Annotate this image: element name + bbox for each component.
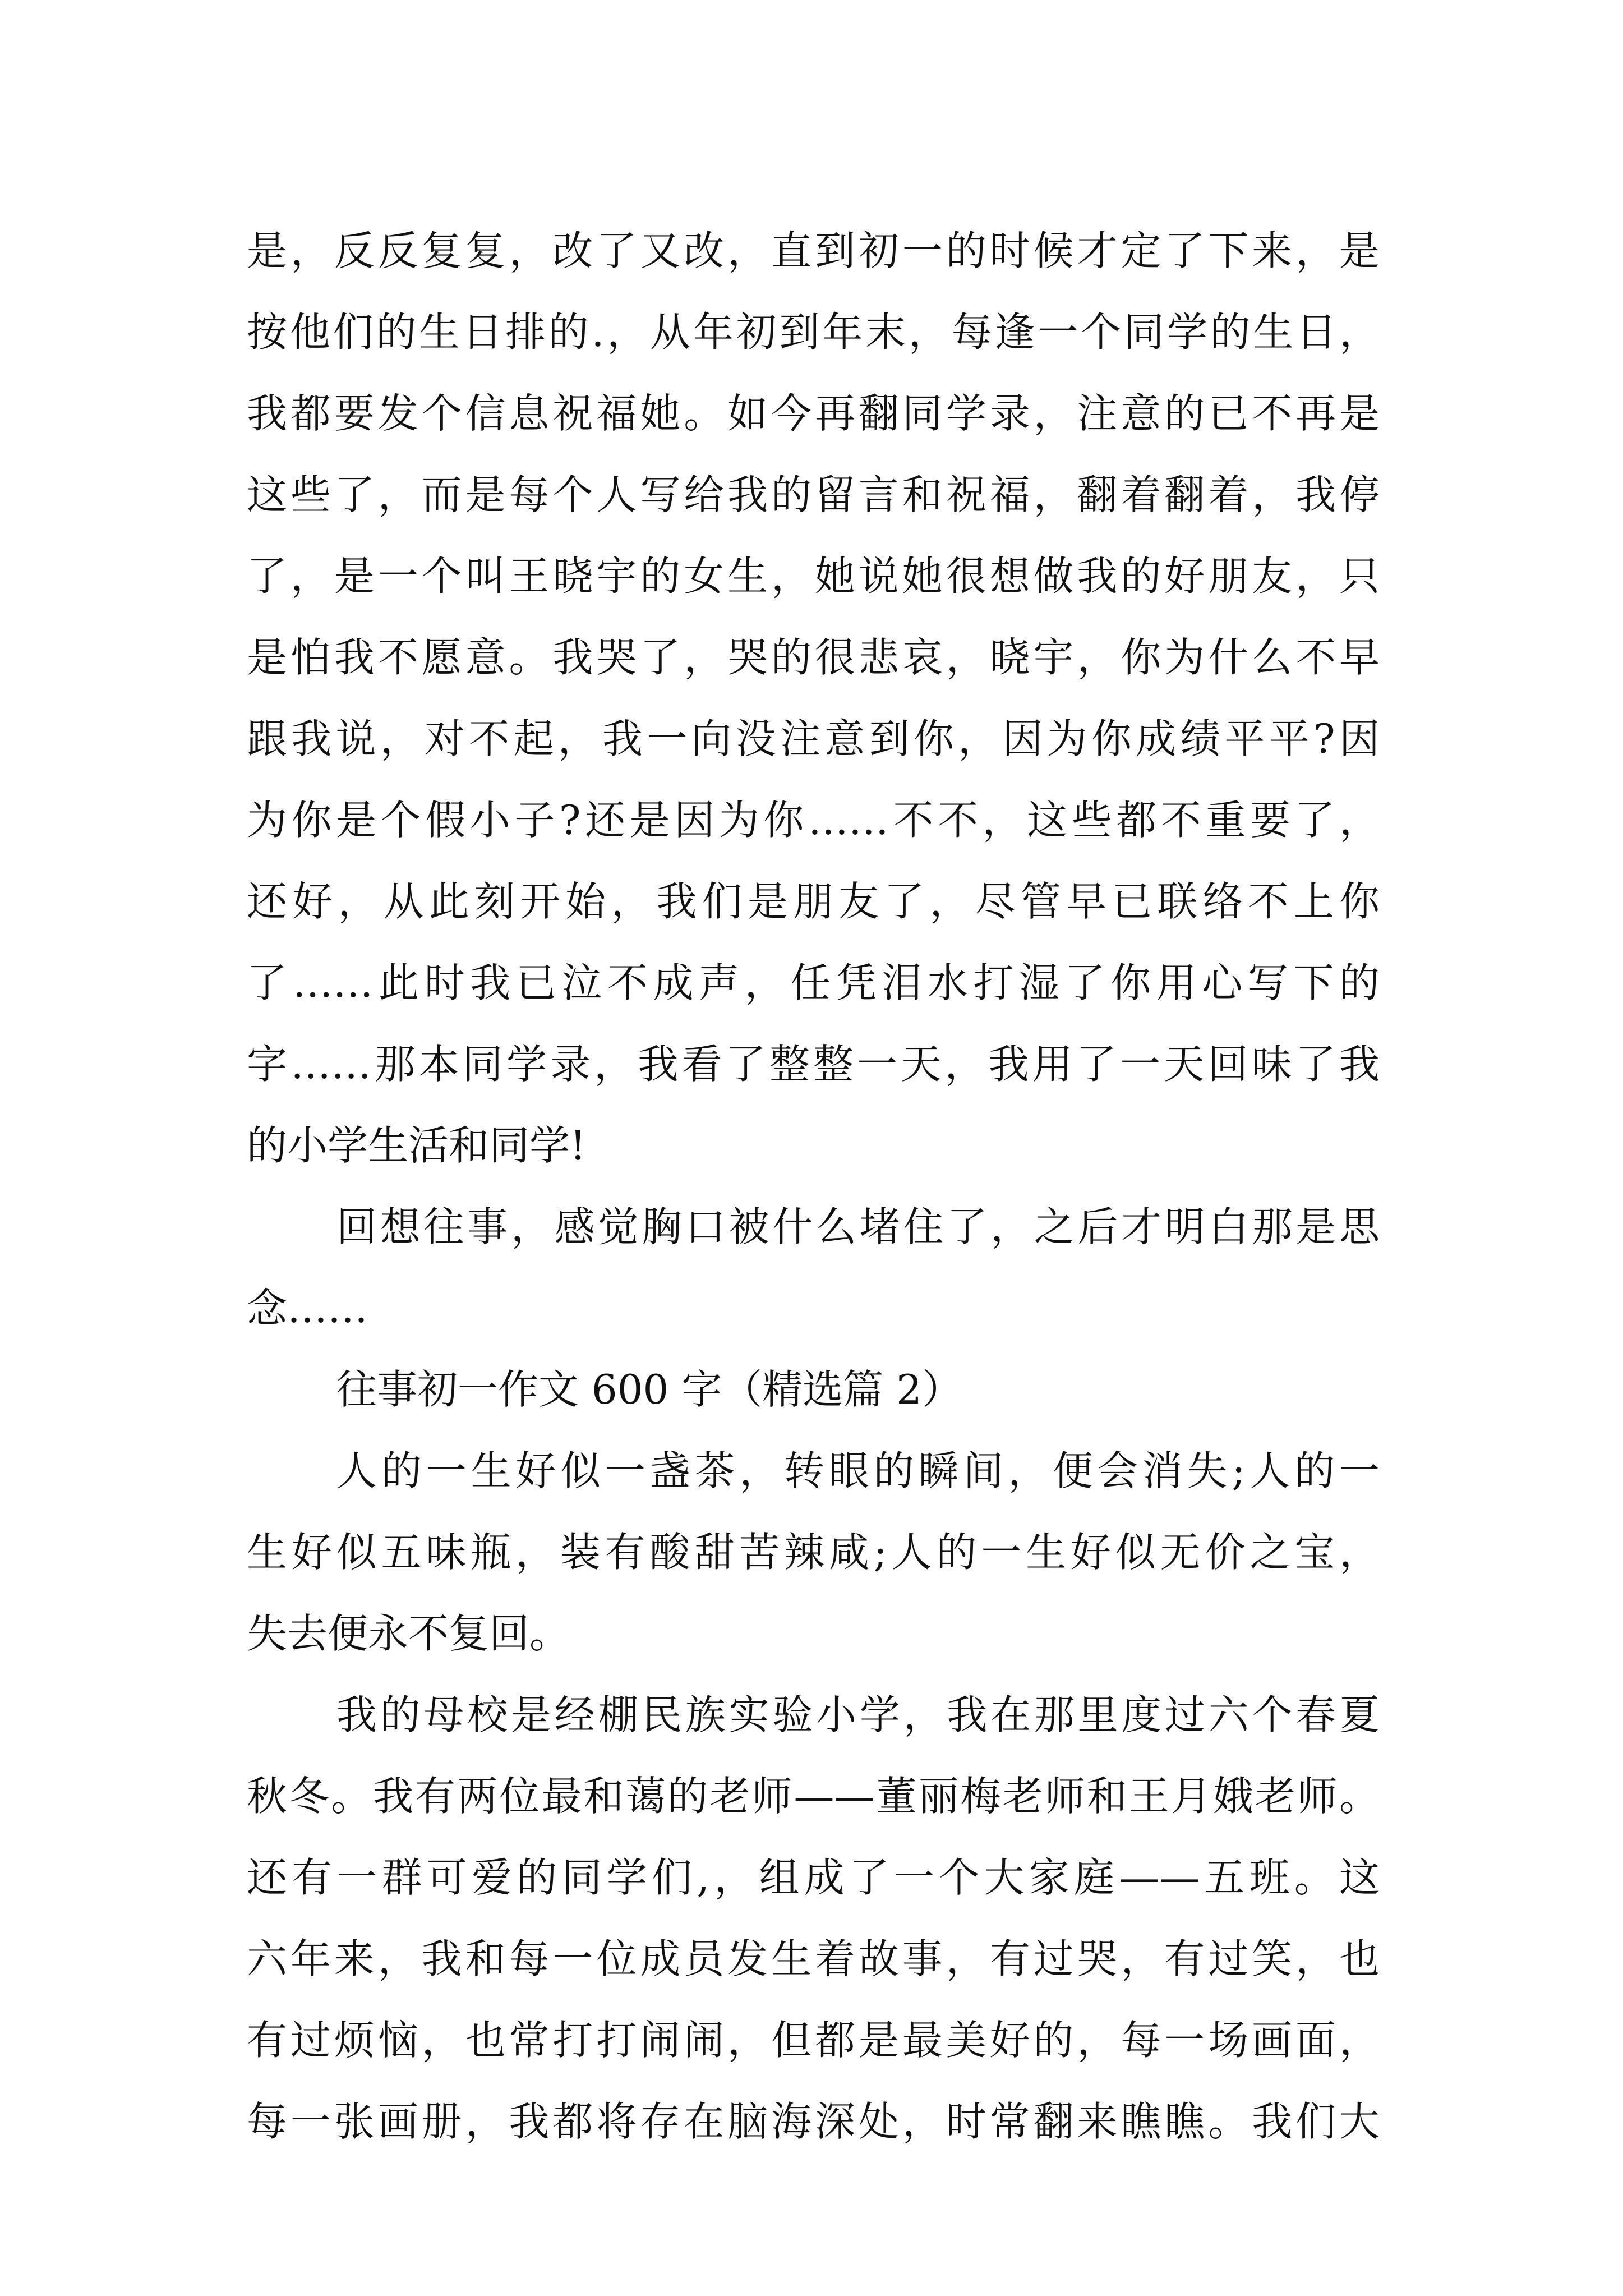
text-line: 是怕我不愿意。我哭了，哭的很悲哀，晓宇，你为什么不早 — [247, 634, 1380, 681]
text-line: 念…… — [247, 1285, 368, 1332]
section-heading: 往事初一作文 600 字（精选篇 2） — [336, 1366, 962, 1413]
paragraph-first-line: 我的母校是经棚民族实验小学，我在那里度过六个春夏 — [336, 1691, 1380, 1738]
text-line: 了，是一个叫王晓宇的女生，她说她很想做我的好朋友，只 — [247, 553, 1380, 600]
text-line: 按他们的生日排的.，从年初到年末，每逢一个同学的生日， — [247, 309, 1380, 356]
text-line: 还好，从此刻开始，我们是朋友了，尽管早已联络不上你 — [247, 878, 1380, 925]
text-line: 还有一群可爱的同学们,，组成了一个大家庭——五班。这 — [247, 1854, 1380, 1901]
text-line: 字……那本同学录，我看了整整一天，我用了一天回味了我 — [247, 1041, 1380, 1088]
text-line: 我都要发个信息祝福她。如今再翻同学录，注意的已不再是 — [247, 390, 1380, 437]
body-text — [247, 210, 1380, 2162]
text-line: 失去便永不复回。 — [247, 1610, 570, 1657]
text-line: 六年来，我和每一位成员发生着故事，有过哭，有过笑，也 — [247, 1935, 1380, 1982]
paragraph-first-line: 人的一生好似一盏茶，转眼的瞬间，便会消失;人的一 — [336, 1447, 1380, 1494]
text-line: 的小学生活和同学! — [247, 1122, 586, 1169]
text-line: 有过烦恼，也常打打闹闹，但都是最美好的，每一场画面， — [247, 2017, 1380, 2064]
text-line: 秋冬。我有两位最和蔼的老师——董丽梅老师和王月娥老师。 — [247, 1773, 1380, 1820]
text-line: 为你是个假小子?还是因为你……不不，这些都不重要了， — [247, 797, 1380, 844]
text-line: 了……此时我已泣不成声，任凭泪水打湿了你用心写下的 — [247, 959, 1380, 1006]
text-line: 每一张画册，我都将存在脑海深处，时常翻来瞧瞧。我们大 — [247, 2098, 1380, 2145]
text-line: 跟我说，对不起，我一向没注意到你，因为你成绩平平?因 — [247, 715, 1380, 762]
text-line: 生好似五味瓶，装有酸甜苦辣咸;人的一生好似无价之宝， — [247, 1529, 1380, 1576]
text-line: 这些了，而是每个人写给我的留言和祝福，翻着翻着，我停 — [247, 471, 1380, 518]
text-line: 是，反反复复，改了又改，直到初一的时候才定了下来，是 — [247, 227, 1380, 274]
paragraph-first-line: 回想往事，感觉胸口被什么堵住了，之后才明白那是思 — [336, 1203, 1380, 1250]
